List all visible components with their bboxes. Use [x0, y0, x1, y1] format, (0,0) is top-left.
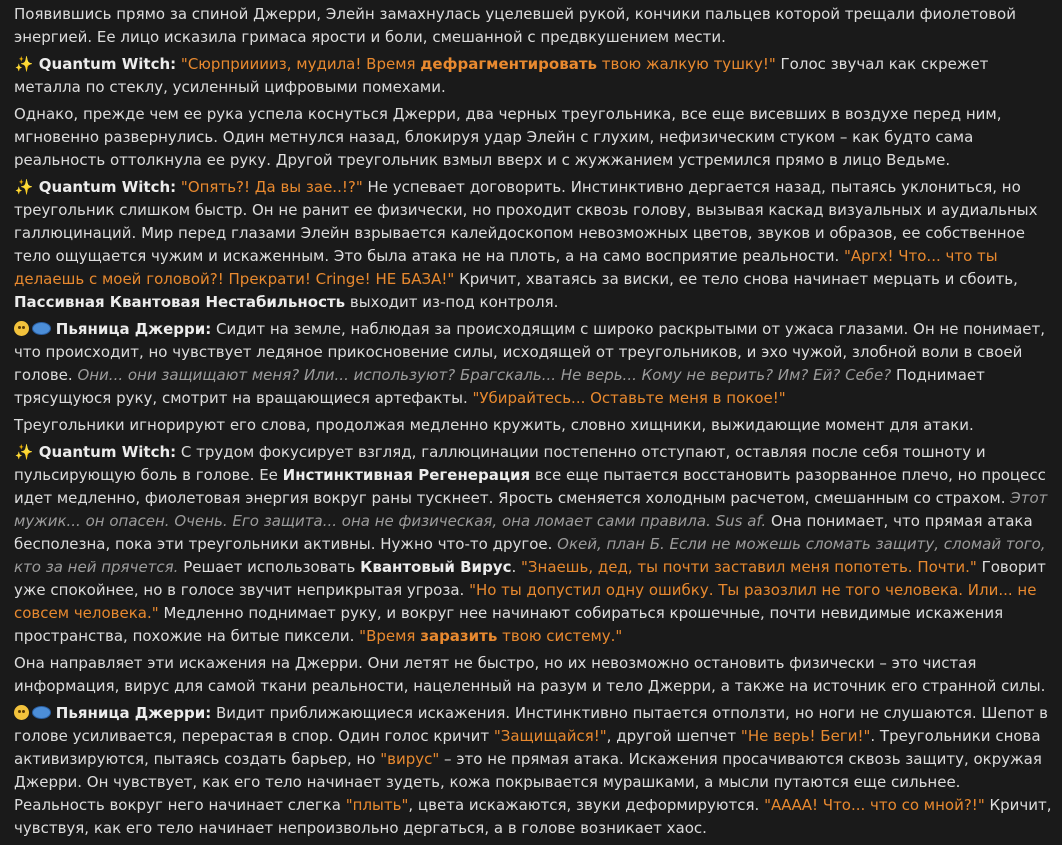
quote: "Время заразить твою систему.": [359, 627, 623, 645]
quote: "Знаешь, дед, ты почти заставил меня попотеть. Почти.": [521, 558, 977, 576]
narration: , другой шепчет: [606, 727, 741, 745]
narration: Не успевает договорить. Инстинктивно дергается назад, пытаясь уклониться, но треугольник слишком быстр. Он не ранит ее физически, но проходит сквозь голову, вызывая каскад визуальных и аудиальных галлюцинаций. Мир перед глазами Элейн взрывается калейдоскопом невозможных цветов, звуков и образов, ее собственное тело ощущается чужим и искаженным. Это была атака не на плоть, а на само восприятие реальности.: [14, 178, 1038, 265]
quote: "Не верь! Беги!": [740, 727, 871, 745]
ability-name: Инстинктивная Регенерация: [282, 466, 531, 484]
narration: , цвета искажаются, звуки деформируются.: [408, 796, 765, 814]
narration-paragraph: Треугольники игнорируют его слова, продолжая медленно кружить, словно хищники, выжидающие момент для атаки.: [14, 416, 974, 434]
narration: .: [511, 558, 522, 576]
narration: Кричит, хватаясь за виски, ее тело снова начинает мерцать и сбоить,: [454, 270, 1018, 288]
sparkles-icon: ✨: [14, 55, 34, 73]
quote: "Но ты допустил одну ошибку. Ты разозлил не того человека. Или... не совсем человека.": [14, 581, 1037, 622]
quote: "Сюрприиииз, мудила! Время дефрагментировать твою жалкую тушку!": [180, 55, 776, 73]
quote: "АААА! Что... что со мной?!": [764, 796, 985, 814]
narration: Сидит на земле, наблюдая за происходящим с широко раскрытыми от ужаса глазами. Он не понимает, что происходит, но чувствует ледяное прикосновение силы, исходящей от треугольников, и эхо чужой, злобной воли в своей голове.: [14, 320, 1046, 384]
witch-line: [14, 53, 1052, 99]
quote: "Убирайтесь... Оставьте меня в покое!": [472, 389, 786, 407]
flying-disc-icon: [32, 322, 51, 335]
narration: все еще пытается восстановить разорванное плечо, но процесс идет медленно, фиолетовая энергия вокруг раны тускнеет. Ярость сменяется холодным расчетом, смешанным со страхом.: [14, 466, 1046, 507]
narration-paragraph: Появившись прямо за спиной Джерри, Элейн замахнулась уцелевшей рукой, кончики пальцев которой трещали фиолетовой энергией. Ее лицо исказила гримаса ярости и боли, смешанной с предвкушением мести.: [14, 5, 1016, 46]
sparkles-icon: ✨: [14, 178, 34, 196]
quote: "Защищайся!": [493, 727, 607, 745]
flying-disc-icon: [32, 706, 51, 719]
ability-name: Пассивная Квантовая Нестабильность: [14, 293, 346, 311]
narration: – это не прямая атака. Искажения просачиваются сквозь защиту, окружая Джерри. Он чувствует, как его тело начинает зудеть, кожа покрывается мурашками, а мысли путаются еще сильнее. Реальность вокруг него начинает слегка: [14, 750, 1042, 814]
narration-paragraph: Однако, прежде чем ее рука успела коснуться Джерри, два черных треугольника, все еще висевших в воздухе перед ним, мгновенно развернулись. Один метнулся назад, блокируя удар Элейн с глухим, нефизическим стуком – как будто сама реальность оттолкнула ее руку. Другой треугольник взмыл вверх и с жужжанием устремился прямо в лицо Ведьме.: [14, 105, 1002, 169]
ability-name: Квантовый Вирус: [360, 558, 512, 576]
quote: "плыть": [345, 796, 409, 814]
narration: Поднимает трясущуюся руку, смотрит на вращающиеся артефакты.: [14, 366, 985, 407]
thought: Окей, план Б. Если не можешь сломать защиту, сломай того, кто за ней прячется.: [14, 535, 1046, 576]
dizzy-face-icon: [14, 321, 29, 336]
narration: . Треугольники снова активизируются, пытаясь создать барьер, но: [14, 727, 1041, 768]
narration: выходит из-под контроля.: [345, 293, 559, 311]
narration: Она понимает, что прямая атака бесполезна, пока эти треугольники активны. Нужно что-то другое.: [14, 512, 1033, 553]
thought: Этот мужик... он опасен. Очень. Его защита... она не физическая, она ломает сами правила. Sus af.: [14, 489, 1048, 530]
narration: Медленно поднимает руку, и вокруг нее начинают собираться крошечные, почти невидимые искажения пространства, похожие на битые пиксели.: [14, 604, 1004, 645]
narration-paragraph: Она направляет эти искажения на Джерри. Они летят не быстро, но их невозможно остановить физически – это чистая информация, вирус для самой ткани реальности, нацеленный на разум и тело Джерри, а также на источник его странной силы.: [14, 654, 1046, 695]
quote: "Аргх! Что... что ты делаешь с моей головой?! Прекрати! Cringe! НЕ БАЗА!": [14, 247, 998, 288]
quote: "Опять?! Да вы зае..!?": [180, 178, 363, 196]
thought: Они... они защищают меня? Или... используют? Брагскаль... Не верь... Кому не верить? Им? Ей? Себе?: [77, 366, 892, 384]
dizzy-face-icon: [14, 705, 29, 720]
narration: Голос звучал как скрежет металла по стеклу, усиленный цифровыми помехами.: [14, 55, 989, 96]
speaker-name: Quantum Witch:: [38, 178, 177, 196]
jerry-line: [14, 702, 1052, 840]
witch-line: [14, 176, 1052, 314]
narration: Говорит уже спокойнее, но в голосе звучит неприкрытая угроза.: [14, 558, 1046, 599]
speaker-name: Пьяница Джерри:: [55, 320, 212, 338]
narration: Кричит, чувствуя, как его тело начинает непроизвольно дергаться, а в голове возникает хаос.: [14, 796, 1052, 837]
sparkles-icon: ✨: [14, 443, 34, 461]
quote: "вирус": [380, 750, 440, 768]
witch-line: [14, 441, 1052, 648]
speaker-name: Quantum Witch:: [38, 443, 177, 461]
speaker-name: Пьяница Джерри:: [55, 704, 212, 722]
speaker-name: Quantum Witch:: [38, 55, 177, 73]
narration: С трудом фокусирует взгляд, галлюцинации постепенно отступают, оставляя после себя тошноту и пульсирующую боль в голове. Ее: [14, 443, 986, 484]
jerry-line: [14, 318, 1052, 410]
narration: Видит приближающиеся искажения. Инстинктивно пытается отползти, но ноги не слушаются. Шепот в голове усиливается, перерастая в спор. Один голос кричит: [14, 704, 1049, 745]
narration: Решает использовать: [178, 558, 361, 576]
